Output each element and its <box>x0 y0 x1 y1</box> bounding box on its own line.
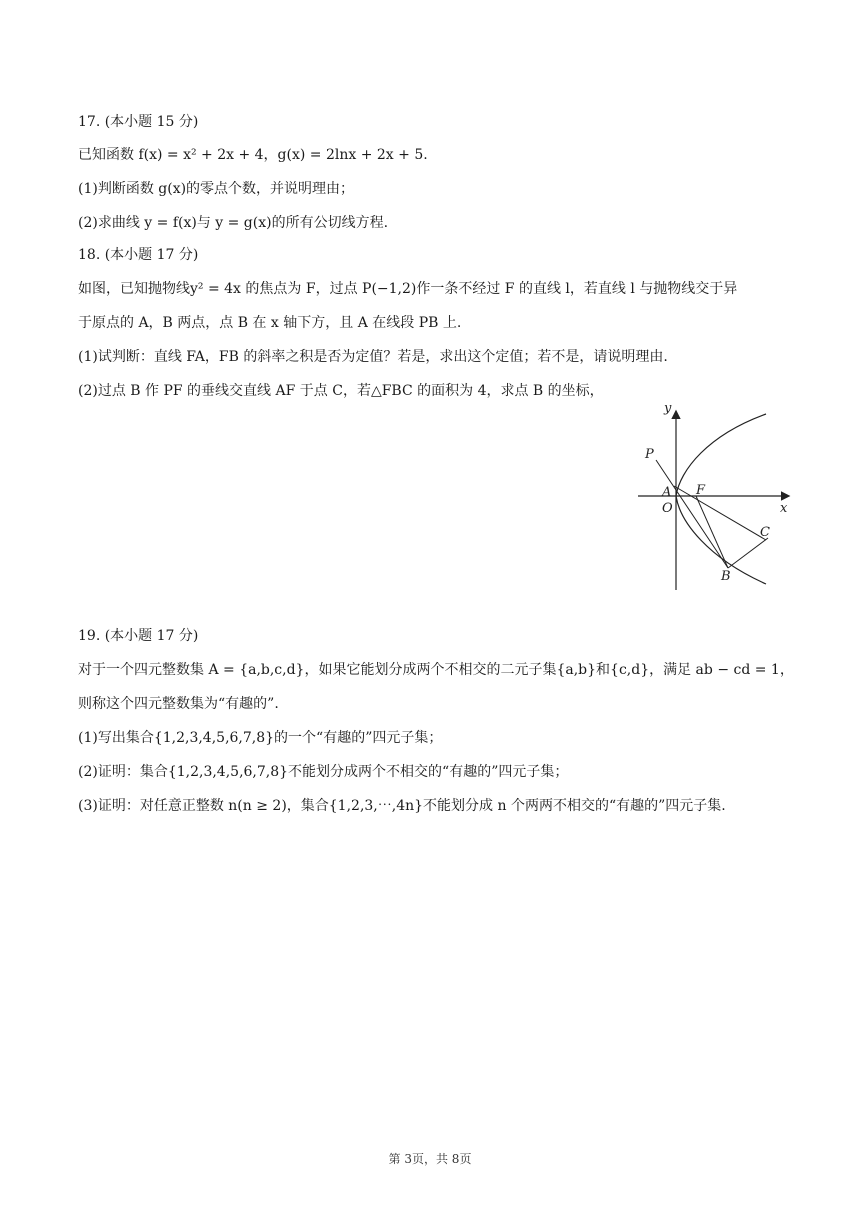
parabola-figure <box>628 400 798 595</box>
label-x: x <box>780 501 788 516</box>
page-footer: 第 3页，共 8页 <box>388 1152 472 1166</box>
problem-18-statement-line2: 于原点的 A，B 两点，点 B 在 x 轴下方，且 A 在线段 PB 上. <box>78 315 462 331</box>
problem-17-header: 17. (本小题 15 分) <box>78 114 199 130</box>
problem-17-statement: 已知函数 f(x) = x² + 2x + 4，g(x) = 2lnx + 2x + 5. <box>78 147 428 163</box>
problem-19-question-2: (2)证明：集合{1,2,3,4,5,6,7,8}不能划分成两个不相交的“有趣的”四元子集； <box>78 764 569 780</box>
problem-19-question-1: (1)写出集合{1,2,3,4,5,6,7,8}的一个“有趣的”四元子集； <box>78 730 443 746</box>
problem-17-question-1: (1)判断函数 g(x)的零点个数，并说明理由； <box>78 181 355 197</box>
label-c: C <box>760 525 770 540</box>
problem-18-header: 18. (本小题 17 分) <box>78 247 199 263</box>
line-bc <box>728 538 768 568</box>
problem-18-statement-line1: 如图，已知抛物线y² = 4x 的焦点为 F，过点 P(−1,2)作一条不经过 F 的直线 l，若直线 l 与抛物线交于异 <box>78 281 738 297</box>
parabola-curve <box>676 414 766 496</box>
label-origin: O <box>662 501 673 516</box>
problem-19-statement-line2: 则称这个四元整数集为“有趣的”. <box>78 696 279 712</box>
problem-17-question-2: (2)求曲线 y = f(x)与 y = g(x)的所有公切线方程. <box>78 215 389 231</box>
problem-19-question-3: (3)证明：对任意正整数 n(n ≥ 2)，集合{1,2,3,⋯,4n}不能划分成 n 个两两不相交的“有趣的”四元子集. <box>78 798 726 814</box>
label-b: B <box>721 569 731 584</box>
problem-18-question-2: (2)过点 B 作 PF 的垂线交直线 AF 于点 C，若△FBC 的面积为 4，求点 B 的坐标， <box>78 383 604 399</box>
label-y: y <box>664 401 672 416</box>
problem-19-header: 19. (本小题 17 分) <box>78 628 199 644</box>
line-fb <box>696 496 728 568</box>
label-f: F <box>696 483 706 498</box>
label-a: A <box>662 485 672 500</box>
problem-18-question-1: (1)试判断：直线 FA，FB 的斜率之积是否为定值？若是，求出这个定值；若不是，请说明理由. <box>78 349 668 365</box>
label-p: P <box>645 447 654 462</box>
line-afc <box>674 486 766 540</box>
problem-19-statement-line1: 对于一个四元整数集 A = {a,b,c,d}，如果它能划分成两个不相交的二元子集{a,b}和{c,d}，满足 ab − cd = 1， <box>78 662 794 678</box>
